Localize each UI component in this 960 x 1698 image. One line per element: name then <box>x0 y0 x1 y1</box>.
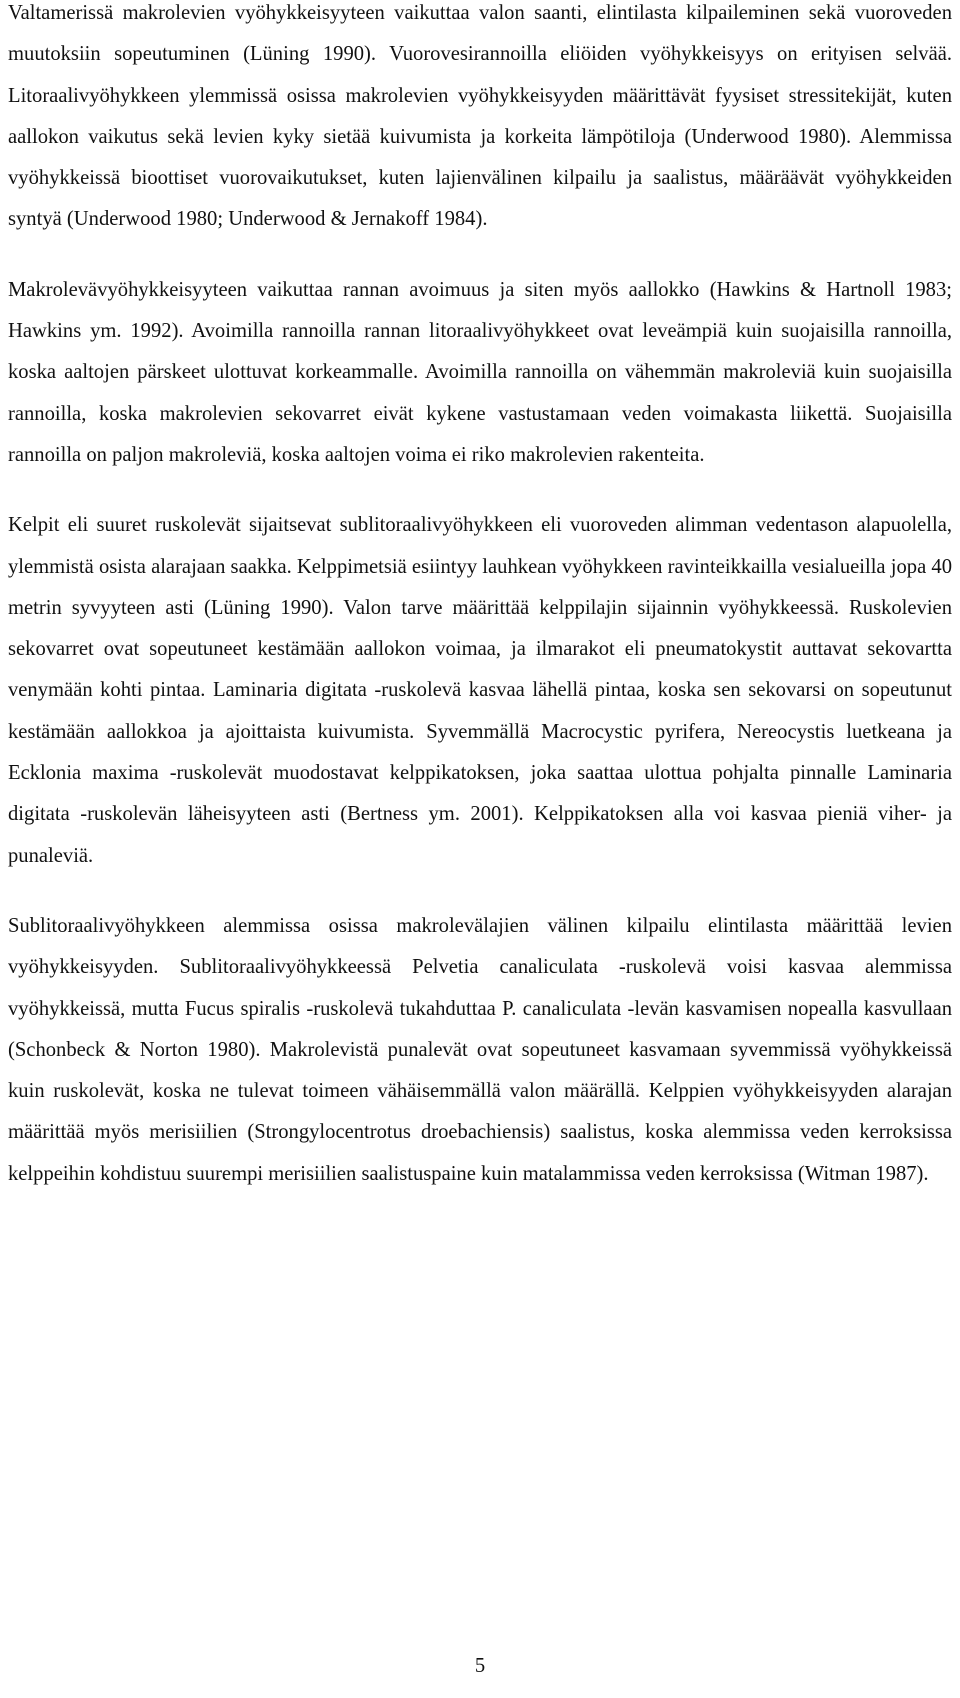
paragraph-1: Valtamerissä makrolevien vyöhykkeisyyteen vaikuttaa valon saanti, elintilasta kilpaileminen sekä vuoroveden muutoksiin sopeutuminen (Lüning 1990). Vuorovesirannoilla eliöiden vyöhykkeisyys on erityisen selvää. Litoraalivyöhykkeen ylemmissä osissa makrolevien vyöhykkeisyyden määrittävät fyysiset stressitekijät, kuten aallokon vaikutus sekä levien kyky sietää kuivumista ja korkeita lämpötiloja (Underwood 1980). Alemmissa vyöhykkeissä bioottiset vuorovaikutukset, kuten lajienvälinen kilpailu ja saalistus, määräävät vyöhykkeiden syntyä (Underwood 1980; Underwood & Jernakoff 1984). <box>8 2 952 231</box>
body-text <box>8 0 952 1224</box>
paragraph-3: Kelpit eli suuret ruskolevät sijaitsevat sublitoraalivyöhykkeen eli vuoroveden alimman vedentason alapuolella, ylemmistä osista alarajaan saakka. Kelppimetsiä esiintyy lauhkean vyöhykkeen ravinteikkailla vesialueilla jopa 40 metrin syvyyteen asti (Lüning 1990). Valon tarve määrittää kelppilajin sijainnin vyöhykkeessä. Ruskolevien sekovarret ovat sopeutuneet kestämään aallokon voimaa, ja ilmarakot eli pneumatokystit auttavat sekovartta venymään kohti pintaa. Laminaria digitata -ruskolevä kasvaa lähellä pintaa, koska sen sekovarsi on sopeutunut kestämään aallokkoa ja ajoittaista kuivumista. Syvemmällä Macrocystic pyrifera, Nereocystis luetkeana ja Ecklonia maxima -ruskolevät muodostavat kelppikatoksen, joka saattaa ulottua pohjalta pinnalle Laminaria digitata -ruskolevän läheisyyteen asti (Bertness ym. 2001). Kelppikatoksen alla voi kasvaa pieniä viher- ja punaleviä. <box>8 514 952 867</box>
paragraph-4: Sublitoraalivyöhykkeen alemmissa osissa makrolevälajien välinen kilpailu elintilasta määrittää levien vyöhykkeisyyden. Sublitoraalivyöhykkeessä Pelvetia canaliculata -ruskolevä voisi kasvaa alemmissa vyöhykkeissä, mutta Fucus spiralis -ruskolevä tukahduttaa P. canaliculata -levän kasvamisen nopealla kasvullaan (Schonbeck & Norton 1980). Makrolevistä punalevät ovat sopeutuneet kasvamaan syvemmissä vyöhykkeissä kuin ruskolevät, koska ne tulevat toimeen vähäisemmällä valon määrällä. Kelppien vyöhykkeisyyden alarajan määrittää myös merisiilien (Strongylocentrotus droebachiensis) saalistus, koska alemmissa veden kerroksissa kelppeihin kohdistuu suurempi merisiilien saalistuspaine kuin matalammissa veden kerroksissa (Witman 1987). <box>8 914 952 1185</box>
paragraph-2: Makrolevävyöhykkeisyyteen vaikuttaa rannan avoimuus ja siten myös aallokko (Hawkins & Hartnoll 1983; Hawkins ym. 1992). Avoimilla rannoilla rannan litoraalivyöhykkeet ovat leveämpiä kuin suojaisilla rannoilla, koska aaltojen pärskeet ulottuvat korkeammalle. Avoimilla rannoilla on vähemmän makroleviä kuin suojaisilla rannoilla, koska makrolevien sekovarret eivät kykene vastustamaan veden voimakasta liikettä. Suojaisilla rannoilla on paljon makroleviä, koska aaltojen voima ei riko makrolevien rakenteita. <box>8 278 952 466</box>
page-number: 5 <box>474 1655 486 1677</box>
